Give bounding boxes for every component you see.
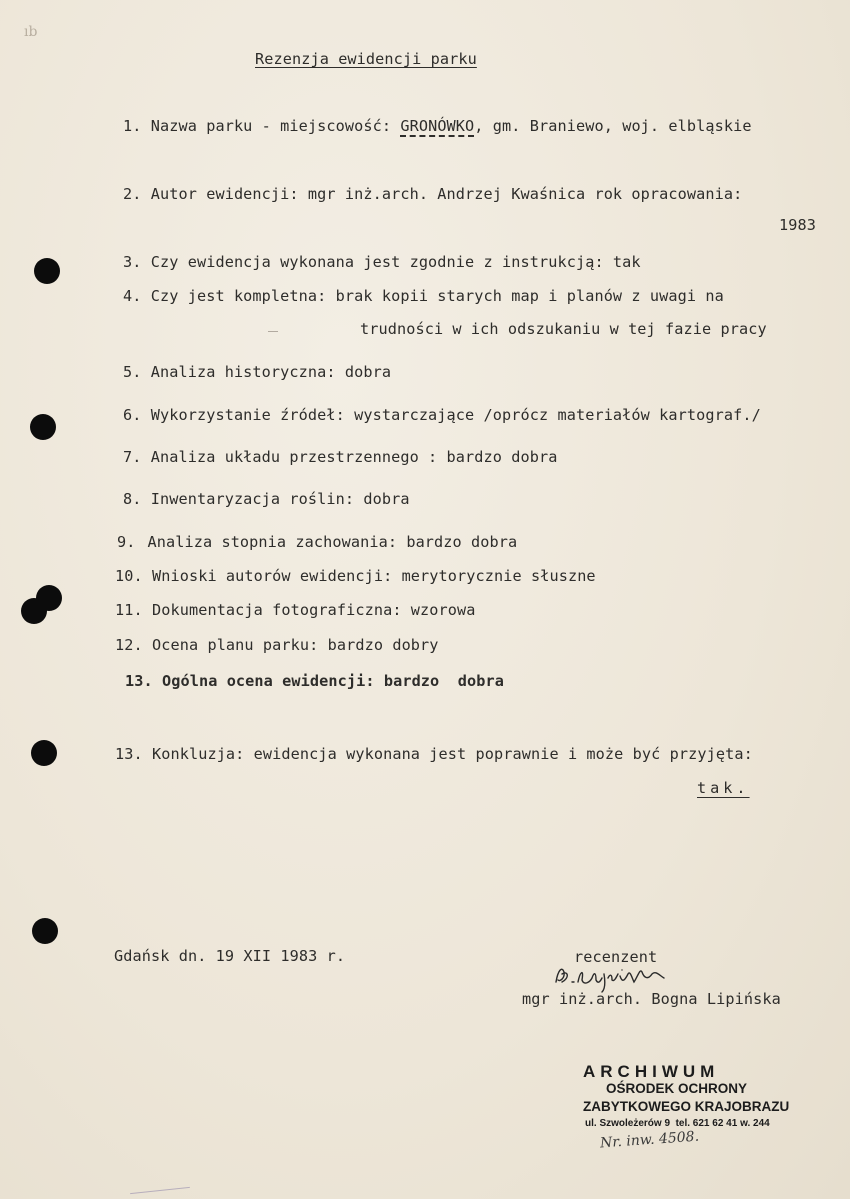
item-8 xyxy=(123,490,410,508)
item-number: 5. xyxy=(123,363,142,381)
stamp-institution: OŚRODEK OCHRONY xyxy=(606,1081,748,1096)
item-number: 2. xyxy=(123,185,142,203)
item-7 xyxy=(123,448,557,466)
item-text: Inwentaryzacja roślin: dobra xyxy=(150,490,410,508)
item-number: 13. xyxy=(125,672,153,690)
stamp-address: ul. Szwoleżerów 9 tel. 621 62 41 w. 244 xyxy=(585,1118,770,1129)
item-3 xyxy=(123,253,641,271)
punch-hole xyxy=(31,740,57,766)
conclusion-answer: tak. xyxy=(697,779,750,797)
item-number: 10. xyxy=(115,567,143,585)
item-text: Ocena planu parku: bardzo dobry xyxy=(151,636,439,654)
item-2-year: 1983 xyxy=(779,216,816,234)
item-number: 8. xyxy=(123,490,142,508)
reviewer-name: mgr inż.arch. Bogna Lipińska xyxy=(522,990,781,1008)
item-text: Autor ewidencji: mgr inż.arch. Andrzej Kwaśnica rok opracowania: xyxy=(150,185,743,203)
stamp-archiwum: ARCHIWUM xyxy=(583,1062,720,1081)
item-text: Wnioski autorów ewidencji: merytorycznie słuszne xyxy=(151,567,596,585)
item-number: 6. xyxy=(123,406,142,424)
item-number: 7. xyxy=(123,448,142,466)
inventory-number-handwritten: Nr. inw. 4508. xyxy=(599,1128,700,1152)
item-number: 3. xyxy=(123,253,142,271)
punch-hole xyxy=(34,258,60,284)
item-number: 13. xyxy=(115,745,143,763)
item-6 xyxy=(123,406,761,424)
signature xyxy=(552,960,682,994)
item-value: , gm. Braniewo, woj. elbląskie xyxy=(474,117,752,135)
item-13-overall xyxy=(125,672,504,690)
item-13-conclusion xyxy=(115,745,753,763)
item-number: 11. xyxy=(115,601,143,619)
item-text: Analiza historyczna: dobra xyxy=(150,363,392,381)
document-title: Rezenzja ewidencji parku xyxy=(255,50,477,68)
place-date: Gdańsk dn. 19 XII 1983 r. xyxy=(114,947,346,965)
pencil-stroke xyxy=(130,1187,190,1194)
punch-hole xyxy=(36,585,62,611)
item-number: 4. xyxy=(123,287,142,305)
item-text: Czy jest kompletna: brak kopii starych map i planów z uwagi na xyxy=(150,287,724,305)
punch-hole xyxy=(30,414,56,440)
item-number: 9. xyxy=(117,533,136,551)
item-text: Ogólna ocena ewidencji: bardzo dobra xyxy=(161,672,504,690)
park-location: GRONÓWKO xyxy=(400,117,475,135)
pencil-mark: ıb xyxy=(24,24,38,40)
item-label: Nazwa parku - miejscowość: xyxy=(150,117,392,135)
item-text: Czy ewidencja wykonana jest zgodnie z instrukcją: tak xyxy=(150,253,641,271)
item-10 xyxy=(115,567,596,585)
stamp-institution-2: ZABYTKOWEGO KRAJOBRAZU xyxy=(583,1099,790,1114)
item-4-continuation: trudności w ich odszukaniu w tej fazie pracy xyxy=(360,320,767,338)
item-12 xyxy=(115,636,439,654)
item-5 xyxy=(123,363,391,381)
item-number: 12. xyxy=(115,636,143,654)
item-text: Dokumentacja fotograficzna: wzorowa xyxy=(151,601,476,619)
item-4 xyxy=(123,287,724,305)
item-text: Wykorzystanie źródeł: wystarczające /oprócz materiałów kartograf./ xyxy=(150,406,761,424)
item-2 xyxy=(123,185,742,203)
item-9 xyxy=(117,533,517,551)
item-1 xyxy=(123,117,752,135)
item-text: Konkluzja: ewidencja wykonana jest poprawnie i może być przyjęta: xyxy=(151,745,753,763)
reviewer-label: recenzent xyxy=(574,948,658,966)
item-text: Analiza stopnia zachowania: bardzo dobra xyxy=(147,533,518,551)
item-text: Analiza układu przestrzennego : bardzo dobra xyxy=(150,448,558,466)
item-11 xyxy=(115,601,476,619)
punch-hole xyxy=(32,918,58,944)
pencil-stroke xyxy=(268,331,278,332)
item-number: 1. xyxy=(123,117,142,135)
